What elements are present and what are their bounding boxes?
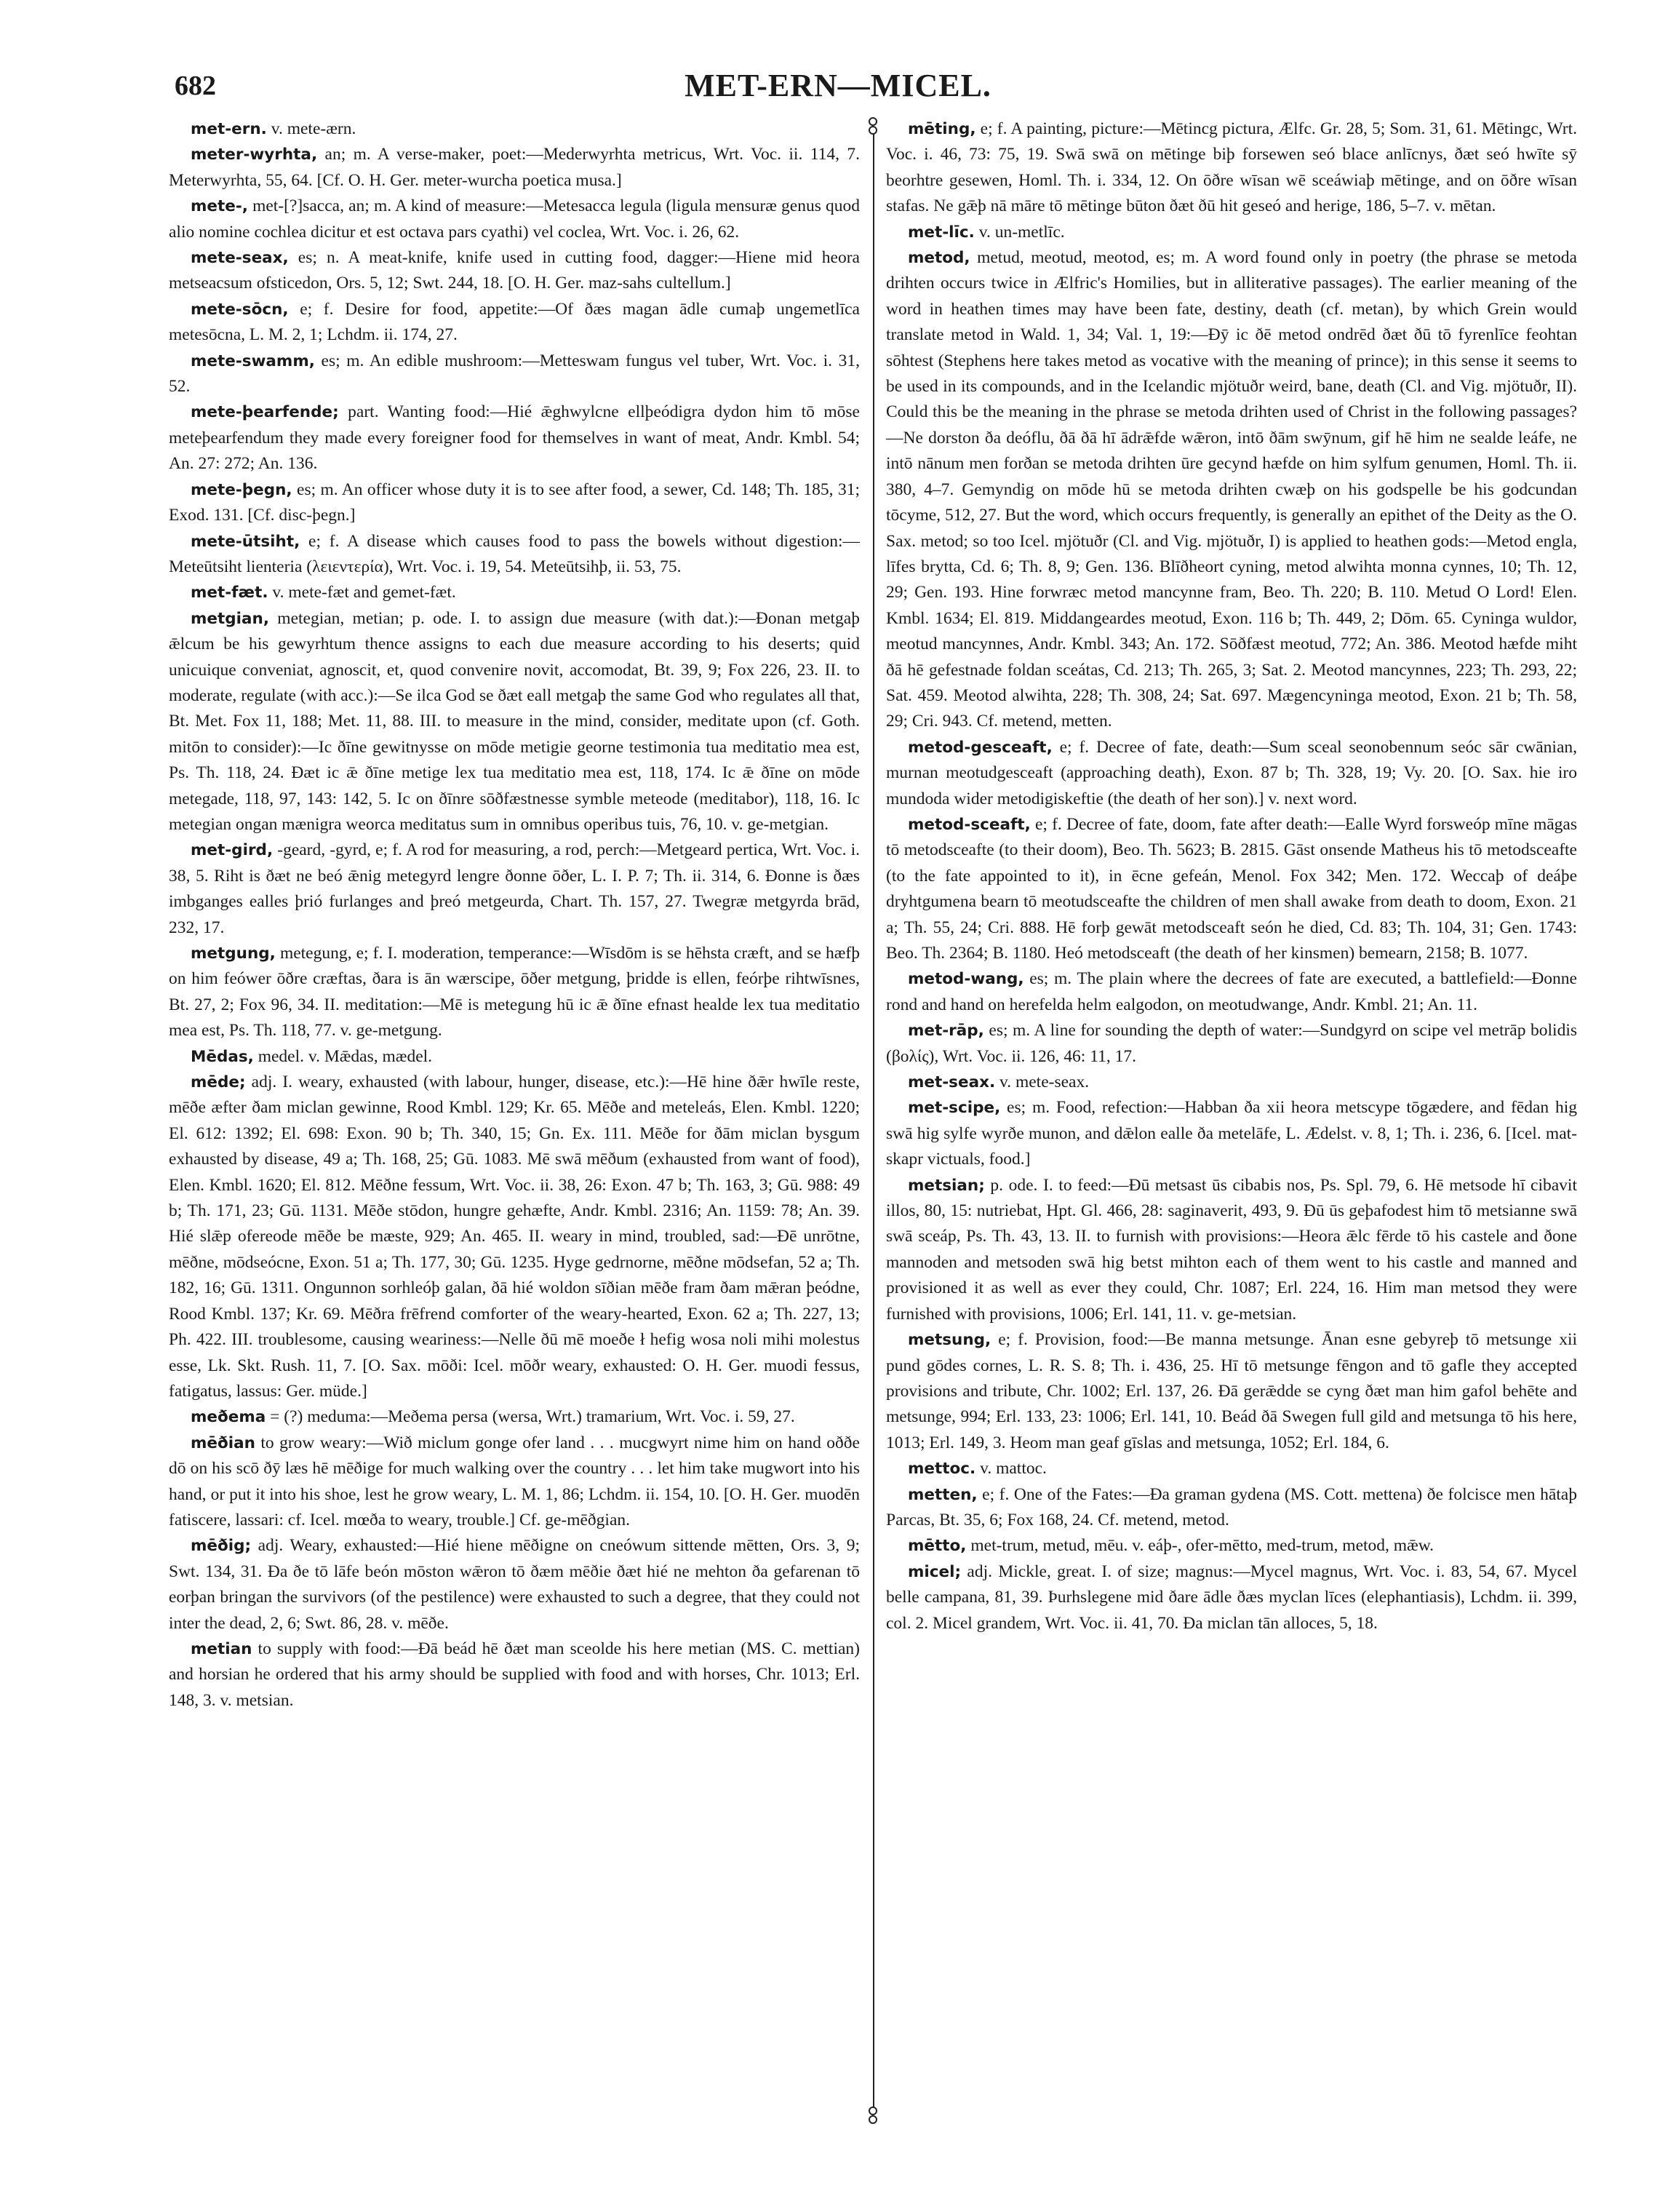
entry-text: es; m. A line for sounding the depth of water:—Sundgyrd on scipe vel metrāp bolidis (βολίς), Wrt. Voc. ii. 126, 46: 11, 17. bbox=[886, 1021, 1577, 1066]
entry-text: v. un-metlīc. bbox=[974, 222, 1065, 242]
entry-text: es; n. A meat-knife, knife used in cutting food, dagger:—Hiene mid heora metseacsum ofsticedon, Ors. 5, 12; Swt. 244, 18. [O. H. Ger. maz-sahs cultellum.] bbox=[169, 248, 860, 293]
headword: meter-wyrhta, bbox=[191, 146, 318, 164]
entry-text: e; f. Desire for food, appetite:—Of ðæs magan ādle cumaþ ungemetlīca metesōcna, L. M. 2, 1; Lchdm. ii. 174, 27. bbox=[169, 299, 860, 345]
top-ornament-icon bbox=[863, 116, 882, 135]
bottom-ornament-icon bbox=[863, 2106, 882, 2125]
headword: mettoc. bbox=[908, 1460, 976, 1479]
entry bbox=[169, 477, 860, 529]
entry-text: medel. v. Mǣdas, mædel. bbox=[253, 1046, 433, 1066]
entry bbox=[169, 838, 860, 941]
headword: micel; bbox=[908, 1562, 962, 1581]
entry bbox=[886, 1327, 1577, 1456]
entry-text: e; f. Decree of fate, doom, fate after death:—Ealle Wyrd forsweóp mīne māgas tō metodsceafte (to their doom), Beo. Th. 5623; B. 2815. Gāst onsende Matheus his tō metodsceafte (to the fate appointed to it), in ēcne gefeán, Menol. Fox 342; Men. 172. Weccaþ of deáþe dryhtgumena bearn tō meotudsceafte the children of men shall awake from death to doom, Exon. 21 a; Th. 55, 24; Cri. 888. Hē forþ gewāt metodsceaft seón he died, Cd. 83; Th. 104, 31; Gen. 1743: Beo. Th. 2364; B. 1180. Heó metodsceaft (the death of her kinsmen) bemearn, 2158; B. 1077. bbox=[886, 814, 1577, 963]
headword: metod-gesceaft, bbox=[908, 738, 1053, 757]
entry bbox=[886, 116, 1577, 220]
entry-text: to grow weary:—Wið miclum gonge ofer land . . . mucgwyrt nime him on hand oððe dō on his scō ðȳ læs hē mēðige for much walking over the country . . . let him take mugwort into his hand, or put it into his shoe, lest he grow weary, L. M. 1, 86; Lchdm. ii. 154, 10. [O. H. Ger. muodēn fatiscere, lassari: cf. Icel. mœða to weary, trouble.] Cf. ge-mēðgian. bbox=[169, 1433, 860, 1529]
entry-text: v. mattoc. bbox=[975, 1459, 1047, 1479]
headword: metgian, bbox=[191, 609, 270, 628]
headword: met-gird, bbox=[191, 841, 274, 860]
headword: metsian; bbox=[908, 1176, 985, 1195]
entry bbox=[169, 142, 860, 194]
entry bbox=[169, 606, 860, 838]
headword: mete-sōcn, bbox=[191, 300, 289, 319]
entry bbox=[886, 966, 1577, 1018]
headword: met-rāp, bbox=[908, 1022, 984, 1041]
page-number: 682 bbox=[175, 71, 216, 101]
left-column bbox=[169, 116, 860, 1714]
headword: met-ern. bbox=[191, 120, 267, 138]
entry bbox=[169, 116, 860, 142]
entry bbox=[886, 1482, 1577, 1534]
entry bbox=[886, 812, 1577, 966]
entry-text: e; f. A disease which causes food to pass the bowels without digestion:—Meteūtsiht lienteria (λειεντερία), Wrt. Voc. i. 19, 54. Meteūtsihþ, ii. 53, 75. bbox=[169, 531, 860, 576]
entry bbox=[886, 1559, 1577, 1636]
entry bbox=[169, 1636, 860, 1714]
entry bbox=[169, 529, 860, 581]
entry bbox=[169, 399, 860, 477]
headword: mete-þearfende; bbox=[191, 403, 339, 422]
right-column bbox=[886, 116, 1577, 1636]
entry bbox=[169, 245, 860, 297]
entry bbox=[169, 297, 860, 349]
headword: mete-swamm, bbox=[191, 351, 315, 370]
headword: mētto, bbox=[908, 1537, 967, 1556]
headword: metsung, bbox=[908, 1331, 991, 1350]
entry-text: met-trum, metud, mēu. v. eáþ-, ofer-mētto, med-trum, metod, mǣw. bbox=[966, 1536, 1434, 1556]
entry bbox=[169, 1533, 860, 1636]
running-head: MET-ERN—MICEL. bbox=[685, 68, 991, 103]
entry-text: part. Wanting food:—Hié ǣghwylcne ellþeódigra dydon him tō mōse meteþearfendum they made every foreigner food for themselves in want of meat, Andr. Kmbl. 54; An. 27: 272; An. 136. bbox=[169, 402, 860, 474]
entry-text: e; f. One of the Fates:—Ða graman gydena (MS. Cott. mettena) ðe folcisce men hātaþ Parcas, Bt. 35, 6; Fox 168, 24. Cf. metend, metod. bbox=[886, 1484, 1577, 1529]
entry-text: e; f. A painting, picture:—Mētincg pictura, Ælfc. Gr. 28, 5; Som. 31, 61. Mētingc, Wrt. Voc. i. 46, 73: 75, 19. Swā swā on mētinge biþ forsewen seó blace anlīcnys, ðæt seó hwīte sȳ beorhtre gesewen, Homl. Th. i. 334, 12. On ōðre wīsan wē sceáwiaþ mētinge, and on ōðre wīsan stafas. Ne gǣþ nā māre tō mētinge būton ðæt ðū hit geseó and herige, 186, 5–7. v. mētan. bbox=[886, 119, 1577, 216]
entry-text: = (?) meduma:—Meðema persa (wersa, Wrt.) tramarium, Wrt. Voc. i. 59, 27. bbox=[266, 1407, 795, 1427]
entry-text: e; f. Provision, food:—Be manna metsunge. Ānan esne gebyreþ tō metsunge xii pund gōdes cornes, L. R. S. 8; Th. i. 436, 25. Hī tō metsunge fēngon and tō gafle they accepted provisions and tribute, Chr. 1002; Erl. 137, 26. Ðā gerǣdde se cyng ðæt man him gafol behēte and metsunge, 994; Erl. 133, 23: 1006; Erl. 141, 10. Beád ðā Swegen full gild and metsunga tō his here, 1013; Erl. 149, 3. Heom man geaf gīslas and metsunga, 1052; Erl. 184, 6. bbox=[886, 1330, 1577, 1452]
entry-text: an; m. A verse-maker, poet:—Mederwyrhta metricus, Wrt. Voc. ii. 114, 7. Meterwyrhta, 55, 64. [Cf. O. H. Ger. meter-wurcha poetica musa.] bbox=[169, 145, 860, 190]
headword: metod-wang, bbox=[908, 970, 1024, 989]
entry bbox=[169, 194, 860, 245]
entry-text: met-[?]sacca, an; m. A kind of measure:—Metesacca legula (ligula mensuræ genus quod alio nomine cochlea dicitur et est octava pars cyathi) vel coclea, Wrt. Voc. i. 26, 62. bbox=[169, 196, 860, 242]
entry-text: adj. Weary, exhausted:—Hié hiene mēðigne on cneówum sittende mētten, Ors. 3, 9; Swt. 134, 31. Ða ðe tō lāfe beón mōston wǣron tō ðæm mēðie ðæt hié ne mehton ða gefarenan tō eorþan bringan the survivors (of the pestilence) were exhausted to such a degree, that they could not inter the dead, 2, 6; Swt. 86, 28. v. mēðe. bbox=[169, 1536, 860, 1633]
entry-text: to supply with food:—Ðā beád hē ðæt man sceolde his here metian (MS. C. mettian) and horsian he ordered that his army should be supplied with food and with horses, Chr. 1013; Erl. 148, 3. v. metsian. bbox=[169, 1639, 860, 1710]
headword: metten, bbox=[908, 1485, 978, 1504]
entry bbox=[169, 349, 860, 400]
headword: mete-, bbox=[191, 197, 248, 216]
entry bbox=[886, 1173, 1577, 1327]
headword: met-fæt. bbox=[191, 584, 268, 602]
entry-text: metegung, e; f. I. moderation, temperance:—Wīsdōm is se hēhsta cræft, and se hæfþ on him feówer ōðre cræftas, ðara is ān wærscipe, ōðer metgung, þridde is ellen, feórþe rihtwīsnes, Bt. 27, 2; Fox 96, 34. II. meditation:—Mē is metegung hū ic ǣ ðīne efnast healde lex tua meditatio mea est, Ps. Th. 118, 77. v. ge-metgung. bbox=[169, 944, 860, 1041]
entry-text: v. mete-ærn. bbox=[266, 119, 356, 138]
entry bbox=[169, 1431, 860, 1534]
headword: mete-ūtsiht, bbox=[191, 532, 300, 551]
headword: met-līc. bbox=[908, 223, 975, 242]
headword: metian bbox=[191, 1639, 252, 1658]
entry-text: adj. I. weary, exhausted (with labour, hunger, disease, etc.):—Hē hine ðǣr hwīle reste, mēðe æfter ðam miclan gewinne, Rood Kmbl. 129; Kr. 65. Mēðe and meteleás, Elen. Kmbl. 1220; El. 612: 1392; El. 698: Exon. 90 b; Th. 340, 15; Gn. Ex. 111. Mēðe for ðām miclan bysgum exhausted by disease, 49 a; Th. 168, 25; Gū. 1083. Mē swā mēðum (exhausted from want of food), Elen. Kmbl. 1620; El. 812. Mēðne fessum, Wrt. Voc. ii. 38, 26: Exon. 47 b; Th. 163, 3; Gū. 988: 49 b; Th. 171, 23; Gū. 1131. Mēðe stōdon, hungre gehæfte, Andr. Kmbl. 2316; An. 1159: 78; An. 39. Hié slǣp ofereode mēðe be mæste, 929; An. 465. II. weary in mind, troubled, sad:—Ðē unrōtne, mēðne, mōdseócne, Exon. 51 a; Th. 177, 30; Gū. 1235. Hyge gedrnorne, mēðne mōdsefan, 52 a; Th. 182, 16; Gū. 1311. Ongunnon sorhleóþ galan, ðā hié woldon sīðian mēðe fram ðam mǣran þeódne, Rood Kmbl. 137; Kr. 69. Mēðra frēfrend comforter of the weary-hearted, Exon. 62 a; Th. 227, 13; Ph. 422. III. troublesome, causing weariness:—Nelle ðū mē moeðe ł hefig wosa noli mihi molestus esse, Lk. Skt. Rush. 11, 7. [O. Sax. mōði: Icel. mōðr weary, exhausted: O. H. Ger. muodi fessus, fatigatus, lassus: Ger. müde.] bbox=[169, 1073, 860, 1401]
entry-text: v. mete-fæt and gemet-fæt. bbox=[268, 583, 456, 602]
headword: metod-sceaft, bbox=[908, 815, 1031, 834]
entry bbox=[169, 580, 860, 605]
entry bbox=[886, 245, 1577, 735]
entry-text: p. ode. I. to feed:—Ðū metsast ūs cibabis nos, Ps. Spl. 79, 6. Hē metsode hī cibavit illos, 80, 15: nutriebat, Hpt. Gl. 466, 28: saginaverit, 493, 9. Ðū ūs geþafodest him tō metsianne swā swā sceáp, Ps. Th. 43, 13. II. to furnish with provisions:—Heora ǣlc fērde tō his castele and ðone mannoden and metsoden swā hig betst mihton each of them went to his castle and manned and provisioned it as well as ever they could, Chr. 1087; Erl. 224, 16. Him man metsod they were furnished with provisions, 1006; Erl. 141, 11. v. ge-metsian. bbox=[886, 1175, 1577, 1324]
entry-text: v. mete-seax. bbox=[995, 1073, 1090, 1092]
headword: mēðig; bbox=[191, 1537, 252, 1556]
entry bbox=[169, 1404, 860, 1430]
entry-text: es; m. The plain where the decrees of fate are executed, a battlefield:—Ðonne rond and hand on herefelda helm ealgodon, on meotudwange, Andr. Kmbl. 21; An. 11. bbox=[886, 969, 1577, 1014]
headword: metgung, bbox=[191, 944, 276, 963]
headword: met-scipe, bbox=[908, 1099, 1001, 1118]
entry bbox=[886, 1018, 1577, 1070]
headword: mēðian bbox=[191, 1433, 255, 1452]
entry bbox=[886, 220, 1577, 245]
entry-text: metegian, metian; p. ode. I. to assign due measure (with dat.):—Ðonan metgaþ ǣlcum be his gewyrhtum thence assigns to each due measure according to his deserts; quid unicuique conveniat, agnoscit, et, quod convenire novit, accomodat, Bt. 39, 9; Fox 226, 23. II. to moderate, regulate (with acc.):—Se ilca God se ðæt eall metgaþ the same God who regulates all that, Bt. Met. Fox 11, 188; Met. 11, 88. III. to measure in the mind, consider, meditate upon (cf. Goth. mitōn to consider):—Ic ðīne gewitnysse on mōde metigie georne testimonia tua meditatio mea est, Ps. Th. 118, 24. Ðæt ic ǣ ðīne metige lex tua meditatio mea est, 118, 174. Ic ǣ ðīne on mōde metegade, 118, 97, 143: 142, 5. Ic on ðīnre sōðfæstnesse symble meteode (meditabor), 118, 16. Ic metegian ongan mænigra weorca meditatus sum in omnibus operibus tuis, 76, 10. v. ge-metgian. bbox=[169, 608, 860, 834]
entry-text: es; m. Food, refection:—Habban ða xii heora metscype tōgædere, and fēdan hig swā hig sylfe wyrðe munon, and dǣlon ealle ða metelāfe, L. Ædelst. v. 8, 1; Th. i. 236, 6. [Icel. mat-skapr victuals, food.] bbox=[886, 1098, 1577, 1169]
headword: Mēdas, bbox=[191, 1047, 254, 1066]
entry bbox=[886, 735, 1577, 812]
headword: mēting, bbox=[908, 120, 976, 138]
headword: metod, bbox=[908, 249, 970, 268]
entry bbox=[886, 1456, 1577, 1481]
entry-text: -geard, -gyrd, e; f. A rod for measuring, a rod, perch:—Metgeard pertica, Wrt. Voc. i. 38, 5. Riht is ðæt ne beó ǣnig metegyrd lengre ðonne ōðer, L. I. P. 7; Th. ii. 314, 6. Ðonne is ðæs imbganges ealles þrió furlanges and þreó metgeurda, Chart. Th. 157, 27. Twegræ metgyrda brād, 232, 17. bbox=[169, 840, 860, 937]
entry-text: metud, meotud, meotod, es; m. A word found only in poetry (the phrase se metoda drihten occurs twice in Ælfric's Homilies, but in alliterative passages). The earlier meaning of the word in heathen times may have been fate, destiny, death (cf. metan), by which Grein would translate metod in Wald. 1, 34; Val. 1, 19:—Ðȳ ic ðē metod ondrēd ðæt ðū tō fyrenlīce feohtan sōhtest (Stephens here takes metod as vocative with the meaning of prince); in this sense it seems to be used in its compounds, and in the Icelandic mjötuðr weird, bane, death (Cl. and Vig. mjötuðr, II). Could this be the meaning in the phrase se metoda drihten used of Christ in the following passages?—Ne dorston ða deóflu, ðā ðā hī ādrǣfde wǣron, intō ðām swȳnum, gif hē him ne sealde leáfe, ne intō nānum men forðan se metoda drihten ūre gecynd hæfde on him sylfum genumen, Homl. Th. ii. 380, 4–7. Gemyndig on mōde hū se metoda drihten cwæþ on his godspelle be his godcundan tōcyme, 512, 27. But the word, which occurs frequently, is generally an epithet of the Deity as the O. Sax. metod; so too Icel. mjötuðr (Cl. and Vig. mjötuðr, I) is applied to heathen gods:—Metod engla, līfes brytta, Cd. 6; Th. 8, 9; Gen. 136. Blīðheort cyning, metod alwihta monna cynnes, 10; Th. 12, 29; Gen. 193. Hine forwræc metod mancynne fram, Beo. Th. 220; B. 110. Metud O Lord! Elen. Kmbl. 1634; El. 819. Middangeardes meotud, Exon. 116 b; Th. 449, 2; Dōm. 65. Cyninga wuldor, meotud mancynnes, Andr. Kmbl. 343; An. 172. Sōðfæst meotud, 772; An. 386. Meotod hæfde miht ðā hē gefestnade foldan sceátas, Cd. 213; Th. 265, 3; Sat. 2. Meotod mancynnes, 223; Th. 293, 22; Sat. 459. Meotod alwihta, 228; Th. 308, 24; Sat. 697. Mægencyninga meotod, Exon. 21 b; Th. 58, 29; Cri. 943. Cf. metend, metten. bbox=[886, 248, 1577, 731]
entry bbox=[886, 1533, 1577, 1559]
entry-text: adj. Mickle, great. I. of size; magnus:—Mycel magnus, Wrt. Voc. i. 83, 54, 67. Mycel belle campana, 81, 39. Þurhslegene mid ðare ādle ðæs myclan līces (elephantiasis), Lchdm. ii. 399, col. 2. Micel grandem, Wrt. Voc. ii. 41, 70. Ða miclan tān alloces, 5, 18. bbox=[886, 1561, 1577, 1633]
headword: mete-þegn, bbox=[191, 480, 292, 499]
entry bbox=[886, 1070, 1577, 1095]
entry-text: es; m. An edible mushroom:—Metteswam fungus vel tuber, Wrt. Voc. i. 31, 52. bbox=[169, 351, 860, 397]
entry-text: es; m. An officer whose duty it is to see after food, a sewer, Cd. 148; Th. 185, 31; Exod. 131. [Cf. disc-þegn.] bbox=[169, 480, 860, 525]
entry bbox=[169, 1044, 860, 1070]
headword: mete-seax, bbox=[191, 249, 289, 268]
entry bbox=[169, 941, 860, 1044]
entry bbox=[169, 1070, 860, 1404]
headword: mēde; bbox=[191, 1073, 246, 1092]
column-divider bbox=[873, 134, 874, 2107]
entry bbox=[886, 1095, 1577, 1172]
entry-text: e; f. Decree of fate, death:—Sum sceal seonobennum seóc sār cwānian, murnan meotudgesceaft (approaching death), Exon. 87 b; Th. 328, 19; Vy. 20. [O. Sax. hie iro mundoda wider metodigiskeftie (the death of her son).] v. next word. bbox=[886, 737, 1577, 808]
headword: meðema bbox=[191, 1408, 266, 1427]
headword: met-seax. bbox=[908, 1073, 996, 1092]
